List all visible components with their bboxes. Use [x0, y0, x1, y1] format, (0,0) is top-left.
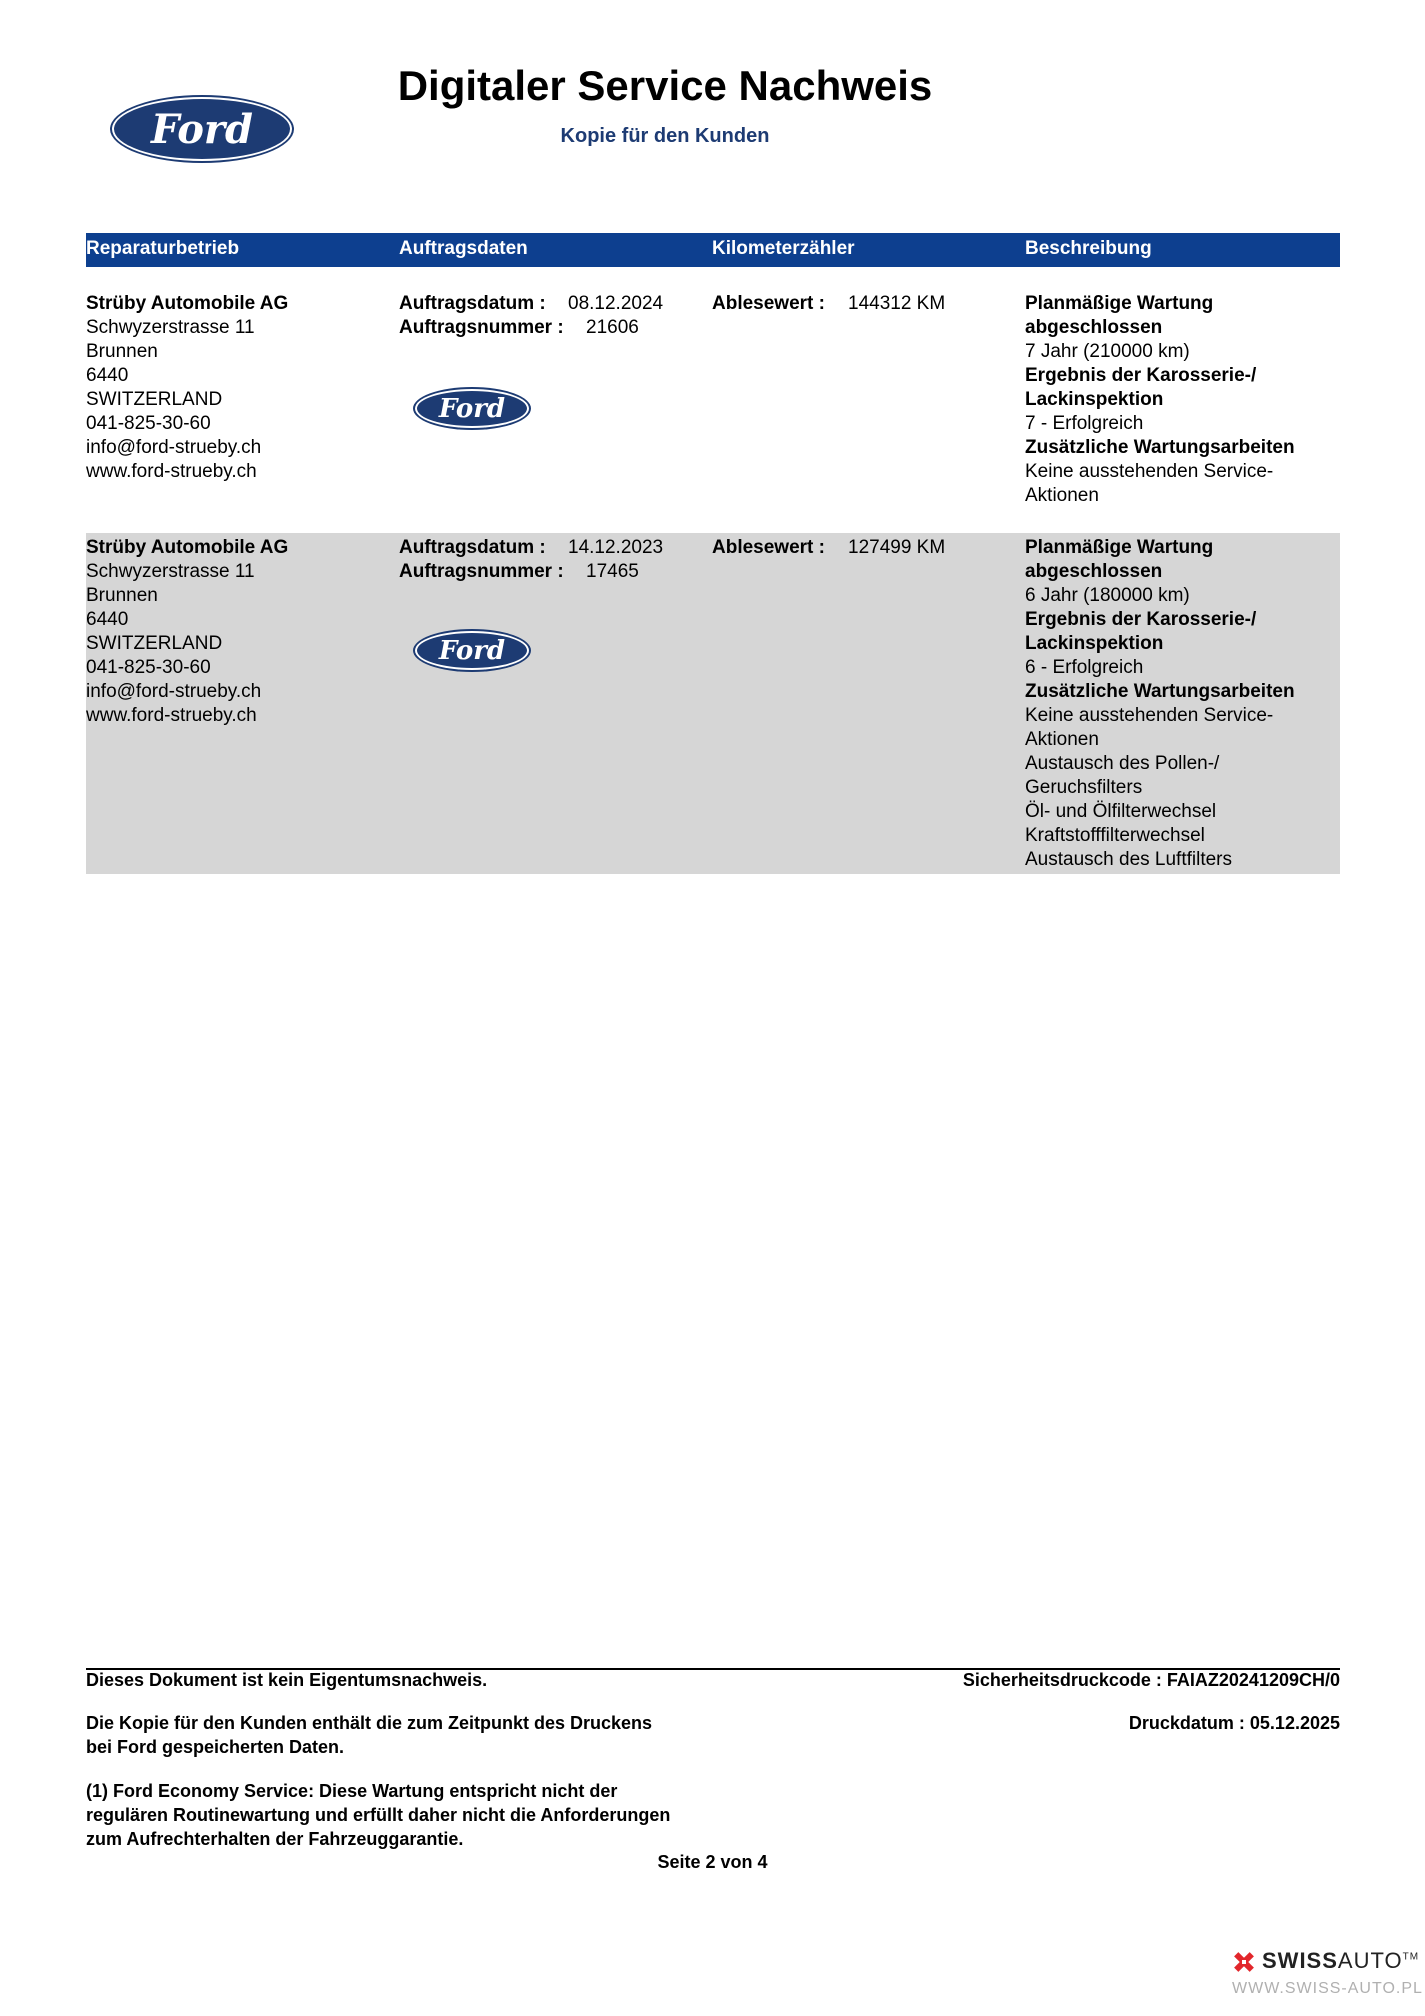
swissauto-watermark — [1230, 1948, 1423, 2008]
description-line: Aktionen — [1025, 485, 1099, 506]
description-line: Keine ausstehenden Service- — [1025, 705, 1274, 726]
odometer-row — [712, 292, 1012, 316]
odometer-value: 127499 KM — [848, 537, 946, 558]
table-row — [86, 533, 1340, 874]
page-subtitle: Kopie für den Kunden — [560, 125, 770, 147]
economy-service-note — [86, 1779, 670, 1851]
dealer-phone: 041-825-30-60 — [86, 413, 211, 434]
order-date-value: 08.12.2024 — [568, 293, 664, 314]
description-line: Planmäßige Wartung — [1025, 293, 1214, 314]
page-number: Seite 2 von 4 — [657, 1852, 768, 1872]
dealer-country: SWITZERLAND — [86, 633, 223, 654]
dealer-website: www.ford-strueby.ch — [86, 705, 257, 726]
economy-note-line: (1) Ford Economy Service: Diese Wartung entspricht nicht der — [86, 1781, 618, 1801]
copy-note — [86, 1711, 652, 1759]
order-number-label: Auftragsnummer : — [399, 317, 564, 338]
swissauto-cross-icon — [1233, 1951, 1255, 1973]
odometer-row — [712, 536, 1012, 560]
swissauto-brand-auto: AUTO — [1337, 1948, 1403, 1973]
order-number-value: 17465 — [586, 561, 639, 582]
ford-logo — [112, 97, 292, 161]
dealer-email: info@ford-strueby.ch — [86, 681, 262, 702]
economy-note-line: regulären Routinewartung und erfüllt daher nicht die Anforderungen — [86, 1805, 671, 1825]
dealer-name: Strüby Automobile AG — [86, 537, 289, 558]
description-line: Ergebnis der Karosserie-/ — [1025, 365, 1257, 386]
order-number-label: Auftragsnummer : — [399, 561, 564, 582]
order-number-value: 21606 — [586, 317, 639, 338]
description-line: 7 - Erfolgreich — [1025, 413, 1144, 434]
table-row — [86, 292, 1340, 514]
copy-note-line: bei Ford gespeicherten Daten. — [86, 1737, 345, 1757]
description-line: 7 Jahr (210000 km) — [1025, 341, 1190, 362]
odometer-cell — [712, 292, 1012, 316]
description-line: Lackinspektion — [1025, 633, 1164, 654]
column-header-kilometerzaehler: Kilometerzähler — [712, 238, 855, 259]
dealer-phone: 041-825-30-60 — [86, 657, 211, 678]
description-line: Ergebnis der Karosserie-/ — [1025, 609, 1257, 630]
ford-logo-text: Ford — [151, 105, 253, 153]
ford-logo — [415, 389, 529, 428]
description-line: Lackinspektion — [1025, 389, 1164, 410]
not-ownership-note: Dieses Dokument ist kein Eigentumsnachweis. — [86, 1670, 488, 1690]
dealer-zip: 6440 — [86, 609, 129, 630]
description-line: abgeschlossen — [1025, 317, 1163, 338]
order-date-label: Auftragsdatum : — [399, 537, 546, 558]
dealer-city: Brunnen — [86, 341, 158, 362]
swissauto-brand-swiss: SWISS — [1262, 1948, 1338, 1973]
order-number-row — [399, 560, 699, 584]
description-line: Zusätzliche Wartungsarbeiten — [1025, 681, 1295, 702]
economy-note-line: zum Aufrechterhalten der Fahrzeuggarantie. — [86, 1829, 464, 1849]
print-date-label: Druckdatum : — [1128, 1713, 1245, 1733]
dealer-street: Schwyzerstrasse 11 — [86, 561, 255, 582]
order-date-value: 14.12.2023 — [568, 537, 664, 558]
print-date-value: 05.12.2025 — [1249, 1713, 1340, 1733]
swissauto-brand — [1262, 1948, 1419, 1974]
description-line: Zusätzliche Wartungsarbeiten — [1025, 437, 1295, 458]
description-line: Öl- und Ölfilterwechsel — [1025, 801, 1217, 822]
order-date-row — [399, 536, 699, 560]
copy-note-line: Die Kopie für den Kunden enthält die zum Zeitpunkt des Druckens — [86, 1713, 653, 1733]
odometer-cell — [712, 536, 1012, 560]
description-line: Austausch des Pollen-/ — [1025, 753, 1220, 774]
dealer-country: SWITZERLAND — [86, 389, 223, 410]
security-code-label: Sicherheitsdruckcode : — [962, 1670, 1162, 1690]
swissauto-url: WWW.SWISS-AUTO.PL — [1232, 1980, 1423, 1997]
column-header-auftragsdaten: Auftragsdaten — [399, 238, 528, 259]
security-code-value: FAIAZ20241209CH/0 — [1166, 1670, 1340, 1690]
dealer-city: Brunnen — [86, 585, 158, 606]
dealer-website: www.ford-strueby.ch — [86, 461, 257, 482]
description-cell — [1025, 536, 1295, 872]
ford-logo-text: Ford — [438, 393, 506, 424]
description-line: Aktionen — [1025, 729, 1099, 750]
dealer-name: Strüby Automobile AG — [86, 293, 289, 314]
description-line: 6 Jahr (180000 km) — [1025, 585, 1190, 606]
description-line: Keine ausstehenden Service- — [1025, 461, 1274, 482]
dealer-cell — [86, 536, 288, 728]
column-header-reparaturbetrieb: Reparaturbetrieb — [86, 238, 240, 259]
swissauto-tm: TM — [1402, 1951, 1420, 1963]
description-line: Planmäßige Wartung — [1025, 537, 1214, 558]
description-line: Kraftstofffilterwechsel — [1025, 825, 1205, 846]
description-line: abgeschlossen — [1025, 561, 1163, 582]
print-date — [1129, 1711, 1340, 1735]
dealer-zip: 6440 — [86, 365, 129, 386]
dealer-email: info@ford-strueby.ch — [86, 437, 262, 458]
odometer-label: Ablesewert : — [712, 293, 825, 314]
description-line: 6 - Erfolgreich — [1025, 657, 1144, 678]
ford-logo — [415, 631, 529, 670]
description-line: Geruchsfilters — [1025, 777, 1143, 798]
dealer-street: Schwyzerstrasse 11 — [86, 317, 255, 338]
description-cell — [1025, 292, 1295, 508]
odometer-label: Ablesewert : — [712, 537, 825, 558]
order-date-row — [399, 292, 699, 316]
column-header-beschreibung: Beschreibung — [1025, 238, 1152, 259]
page-title: Digitaler Service Nachweis — [397, 62, 933, 109]
security-code — [963, 1668, 1340, 1692]
order-cell — [399, 292, 699, 340]
order-date-label: Auftragsdatum : — [399, 293, 546, 314]
order-cell — [399, 536, 699, 584]
ford-logo-text: Ford — [438, 635, 506, 666]
order-number-row — [399, 316, 699, 340]
description-line: Austausch des Luftfilters — [1025, 849, 1232, 870]
table-header — [86, 233, 1340, 267]
odometer-value: 144312 KM — [848, 293, 946, 314]
dealer-cell — [86, 292, 288, 484]
